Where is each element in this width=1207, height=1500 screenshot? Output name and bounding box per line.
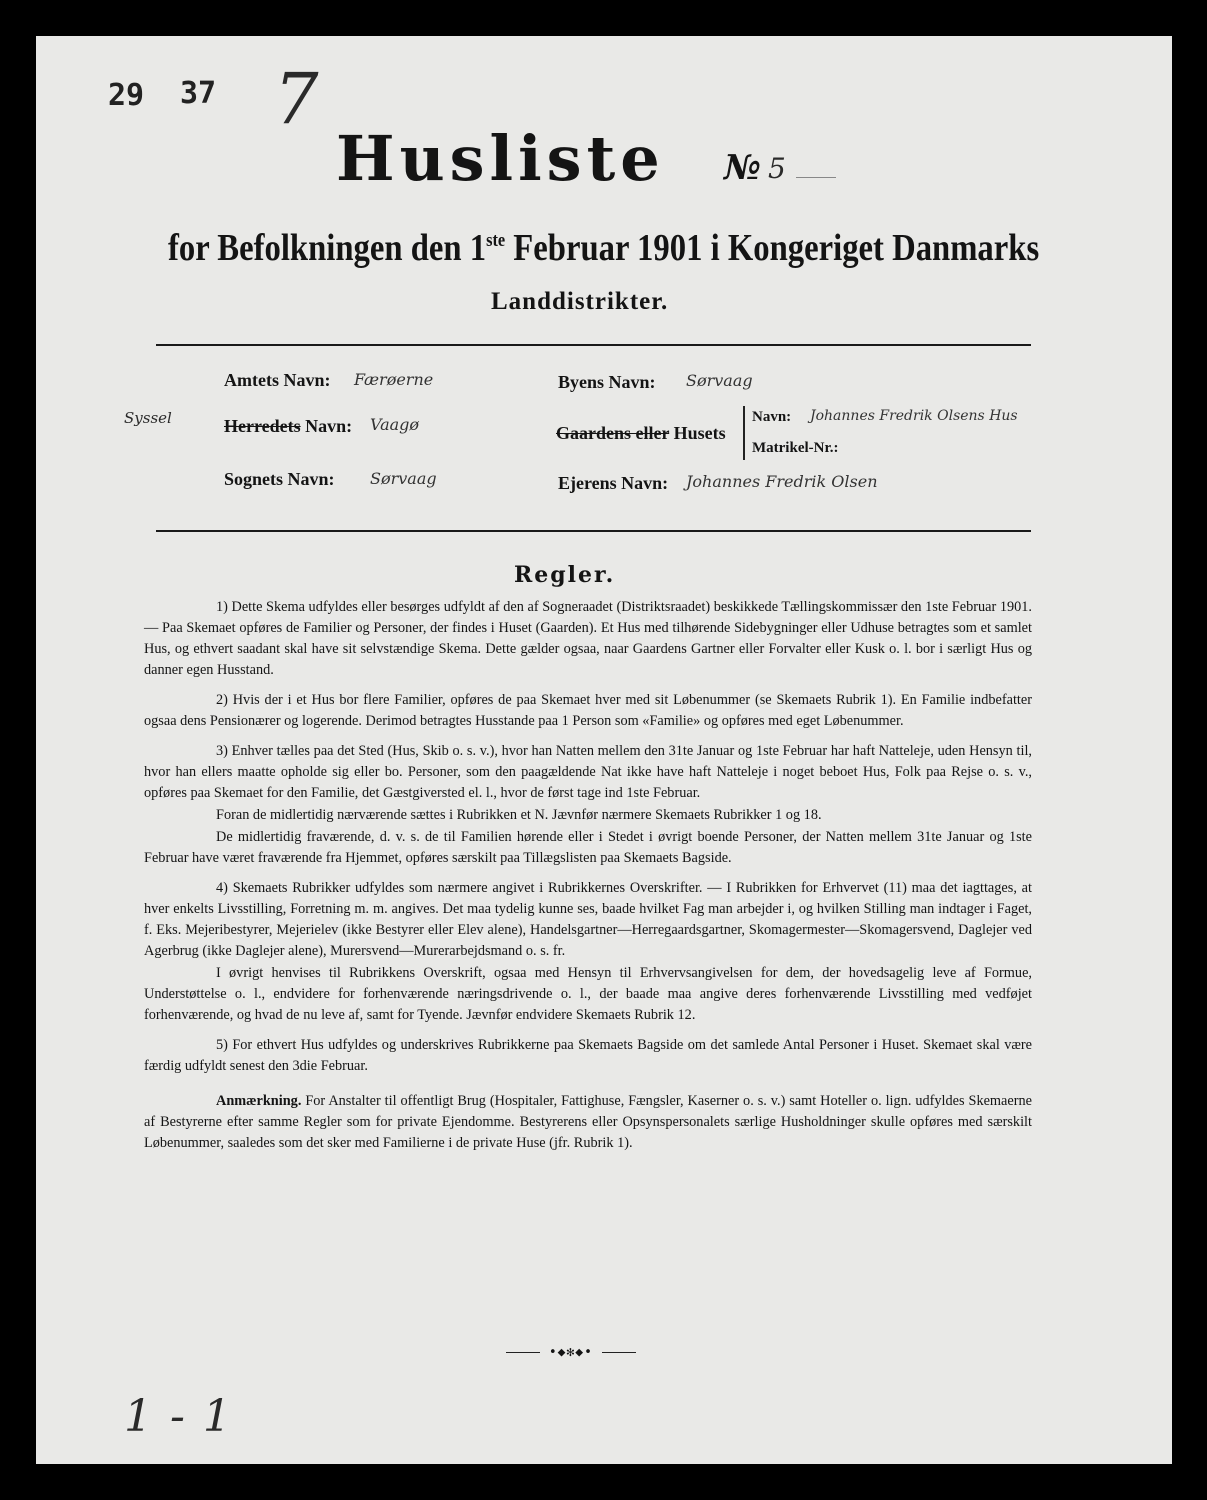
rule-4: 4) Skemaets Rubrikker udfyldes som nærmere angivet i Rubrikkernes Overskrifter. — I Rubrikken for Erhvervet (11) maa det iagttages, at hver enkelts Livsstilling, Forretning m. m. angives. Det maa tydelig kunne ses, baade hvilket Fag man arbejder i, og hvilken Stilling man indtager i Faget, f. Eks. Mejeribestyrer, Mejerielev (ikke Bestyrer eller Elev alene), Handelsgartner—Herregaardsgartner, Skomagermester—Skomagersvend, Daglejer ved Agerbrug (ikke Daglejer alene), Murersvend—Murerarbejdsmand o. s. fr. xyxy=(144,880,1032,959)
bottom-handwritten-mark: 1-1 xyxy=(124,1391,249,1442)
by-value: Sørvaag xyxy=(686,371,753,390)
remark-paragraph xyxy=(144,1091,1032,1154)
remark-label: Anmærkning. xyxy=(216,1093,302,1109)
rule-4-continued: I øvrigt henvises til Rubrikkens Overskrift, ogsaa med Hensyn til Erhvervsangivelsen for dem, der hovedsagelig leve af Formue, Understøttelse o. l., endvidere for forhenværende næringsdrivende o. l., der baade maa angive deres forhenværende Livsstilling med vedføjet forhenværende, og hvad de nu leve af, samt for Tyende. Jævnfør endvidere Skemaets Rubrik 12. xyxy=(144,965,1032,1023)
amt-label: Amtets Navn: xyxy=(224,370,331,390)
herred-label xyxy=(224,416,352,437)
navn-value: Johannes Fredrik Olsens Hus xyxy=(810,408,1018,424)
amt-value: Færøerne xyxy=(354,370,434,389)
ornament-line-left xyxy=(506,1352,540,1353)
subtitle-superscript: ste xyxy=(486,230,506,251)
matrikel-label: Matrikel-Nr.: xyxy=(752,440,839,456)
remark-text: For Anstalter til offentligt Brug (Hospitaler, Fattighuse, Fængsler, Kaserner o. s. v.) samt Hoteller o. lign. udfyldes Skemaerne af Bestyrerne efter samme Regler som for private Ejendomme. Bestyrerens eller Opsynspersonalets særlige Husholdninger skulle opføres med særskilt Løbenummer, saaledes som det sker med Familierne i de private Huse (jfr. Rubrik 1). xyxy=(144,1093,1032,1151)
gaard-label-struck: Gaardens eller xyxy=(556,423,670,443)
census-form-page xyxy=(36,36,1172,1464)
ejer-label: Ejerens Navn: xyxy=(558,473,669,493)
left-margin-annotation: Syssel xyxy=(124,409,172,427)
ornament-divider xyxy=(506,1345,636,1360)
divider-top xyxy=(156,344,1031,346)
ornament-line-right xyxy=(602,1352,636,1353)
list-number-value: 5 xyxy=(768,152,786,185)
herred-label-rest: Navn: xyxy=(300,416,353,436)
rule-3-continued-b: De midlertidig fraværende, d. v. s. de til Familien hørende eller i Stedet i øvrigt boende Personer, der Natten mellem 31te Januar og 1ste Februar have været fraværende fra Hjemmet, opføres særskilt paa Tillægslisten paa Skemaets Bagside. xyxy=(144,829,1032,866)
gaard-label-rest: Husets xyxy=(669,423,726,443)
sogn-label: Sognets Navn: xyxy=(224,469,335,489)
subtitle-suffix: Februar 1901 i Kongeriget Danmarks xyxy=(505,227,1040,269)
rules-heading: Regler. xyxy=(514,562,616,588)
district-type: Landdistrikter. xyxy=(491,288,669,315)
navn-label: Navn: xyxy=(752,409,792,425)
herred-value: Vaagø xyxy=(370,415,420,434)
divider-bottom xyxy=(156,530,1031,532)
form-subtitle xyxy=(168,226,1039,270)
by-label: Byens Navn: xyxy=(558,372,656,392)
stamp-number-left: 29 xyxy=(108,78,145,113)
rule-3: 3) Enhver tælles paa det Sted (Hus, Skib o. s. v.), hvor han Natten mellem den 31te Januar og 1ste Februar har haft Natteleje, uden Hensyn til, hvor han ellers maatte opholde sig eller bo. Personer, som den paagældende Nat ikke have haft Natteleje i noget beboet Hus, Folk paa Rejse o. s. v., opføres paa Skemaet for den Familie, det Gæstgiversted el. l., hvor de først tage ind 1ste Februar. xyxy=(144,743,1032,801)
ejer-value: Johannes Fredrik Olsen xyxy=(686,472,878,491)
rules-body xyxy=(144,597,1032,1163)
form-title: Husliste xyxy=(336,122,665,195)
gaard-label xyxy=(556,423,726,444)
stamp-number-right: 37 xyxy=(180,76,217,111)
subtitle-prefix: for Befolkningen den 1 xyxy=(168,227,487,269)
field-brace xyxy=(743,406,745,460)
number-underline xyxy=(796,177,836,178)
herred-label-struck: Herredets xyxy=(224,416,301,436)
handwritten-page-number: 7 xyxy=(274,58,319,140)
rule-1: 1) Dette Skema udfyldes eller besørges udfyldt af den af Sogneraadet (Distriktsraadet) beskikkede Tællingskommissær den 1ste Februar 1901. — Paa Skemaet opføres de Familier og Personer, der findes i Huset (Gaarden). Et Hus med tilhørende Sidebygninger eller Udhuse betragtes som et samlet Hus, og ethvert saadant skal have sit selvstændige Skema. Dette gælder ogsaa, naar Gaardens Gartner eller Forvalter eller Kusk o. l. bor i særligt Hus og danner egen Husstand. xyxy=(144,599,1032,678)
rule-3-continued-a: Foran de midlertidig nærværende sættes i Rubrikken et N. Jævnfør nærmere Skemaets Rubrikker 1 og 18. xyxy=(216,807,822,823)
rule-2: 2) Hvis der i et Hus bor flere Familier, opføres de paa Skemaet hver med sit Løbenummer (se Skemaets Rubrik 1). En Familie indbefatter ogsaa dens Pensionærer og logerende. Derimod betragtes Husstande paa 1 Person som «Familie» og opføres med eget Løbenummer. xyxy=(144,692,1032,729)
number-sign: № xyxy=(724,148,761,188)
sogn-value: Sørvaag xyxy=(370,469,437,488)
rule-5: 5) For ethvert Hus udfyldes og underskrives Rubrikkerne paa Skemaets Bagside om det samlede Antal Personer i Huset. Skemaet skal være færdig udfyldt senest den 3die Februar. xyxy=(144,1037,1032,1074)
ornament-center: •◆✻◆• xyxy=(548,1345,593,1360)
